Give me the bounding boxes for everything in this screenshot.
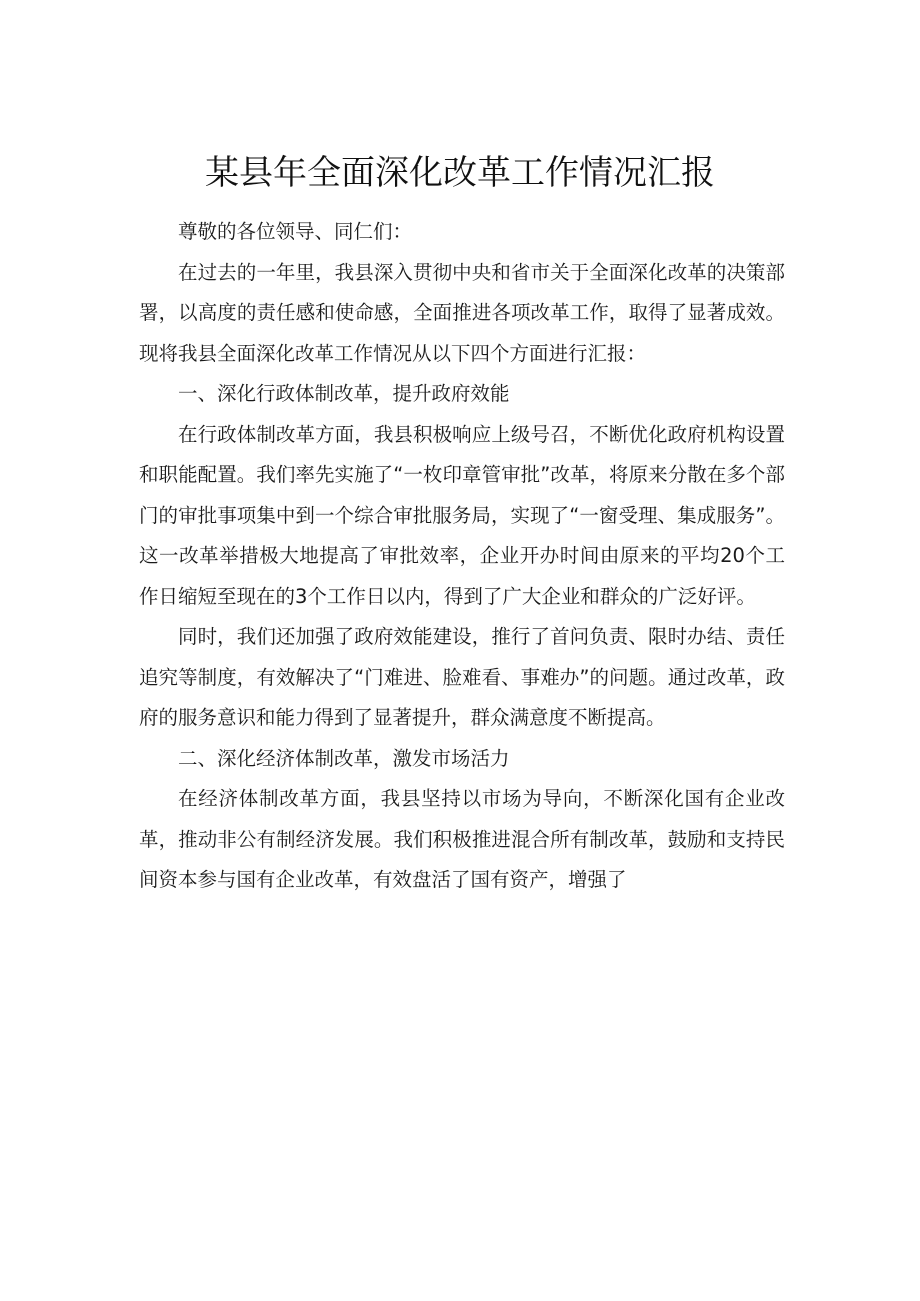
paragraph-admin-reform: 在行政体制改革方面，我县积极响应上级号召，不断优化政府机构设置和职能配置。我们率先实施了“一枚印章管审批”改革，将原来分散在多个部门的审批事项集中到一个综合审批服务局，实现了“一窗受理、集成服务”。这一改革举措极大地提高了审批效率，企业开办时间由原来的平均20个工作日缩短至现在的3个工作日以内，得到了广大企业和群众的广泛好评。 bbox=[139, 422, 785, 608]
document-title: 某县年全面深化改革工作情况汇报 bbox=[205, 153, 715, 193]
section-heading-1: 一、深化行政体制改革，提升政府效能 bbox=[178, 382, 510, 405]
paragraph-efficiency: 同时，我们还加强了政府效能建设，推行了首问负责、限时办结、责任追究等制度，有效解决了“门难进、脸难看、事难办”的问题。通过改革，政府的服务意识和能力得到了显著提升，群众满意度不断提高。 bbox=[139, 625, 785, 729]
document-body bbox=[139, 212, 785, 901]
paragraph-economic-reform: 在经济体制改革方面，我县坚持以市场为导向，不断深化国有企业改革，推动非公有制经济发展。我们积极推进混合所有制改革，鼓励和支持民间资本参与国有企业改革，有效盘活了国有资产，增强了 bbox=[139, 787, 785, 891]
salutation: 尊敬的各位领导、同仁们： bbox=[178, 220, 413, 243]
paragraph-intro: 在过去的一年里，我县深入贯彻中央和省市关于全面深化改革的决策部署，以高度的责任感和使命感，全面推进各项改革工作，取得了显著成效。现将我县全面深化改革工作情况从以下四个方面进行汇报： bbox=[139, 260, 785, 365]
section-heading-2: 二、深化经济体制改革，激发市场活力 bbox=[178, 746, 510, 770]
